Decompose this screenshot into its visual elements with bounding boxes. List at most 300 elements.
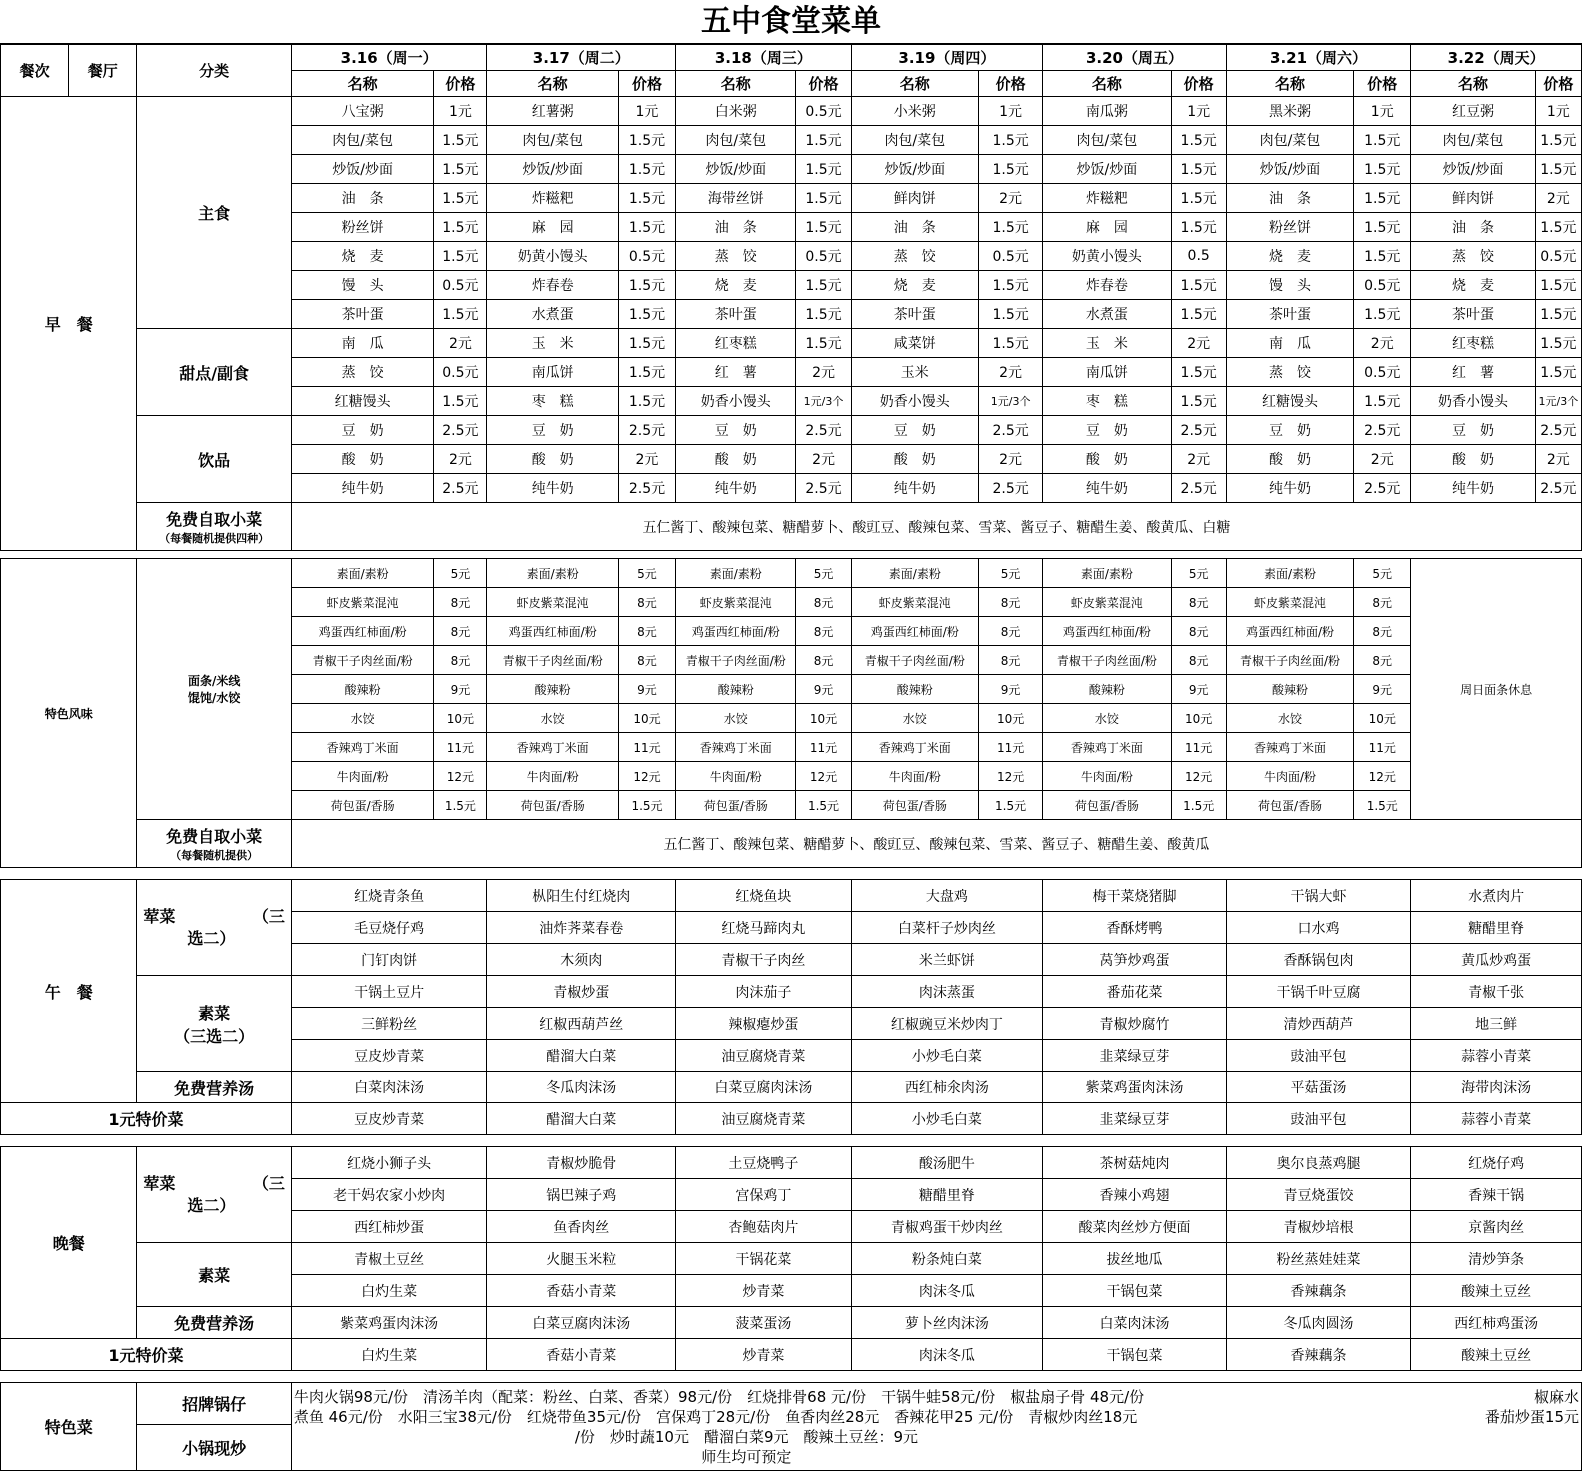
dish-name: 粉丝饼 [1226,213,1353,242]
dish-price: 1.5元 [1171,271,1226,300]
dish-name: 油 条 [291,184,433,213]
dish-name: 蒜蓉小青菜 [1411,1040,1582,1072]
dish-name: 青椒千张 [1411,976,1582,1008]
table-row [1,1243,1582,1275]
dish-name: 杏鲍菇肉片 [676,1211,852,1243]
category-drinks: 饮品 [137,416,291,503]
dish-name: 白菜豆腐肉沫汤 [487,1307,676,1339]
dish-price: 0.5元 [618,242,675,271]
dish-price: 2元 [796,358,851,387]
dish-price: 8元 [979,588,1043,617]
dish-price: 1.5元 [979,126,1043,155]
dish-name: 菠菜蛋汤 [676,1307,852,1339]
dish-name: 牛肉面/粉 [1043,762,1171,791]
dish-price: 1.5元 [1171,358,1226,387]
dish-name: 油 条 [1226,184,1353,213]
dish-name: 纯牛奶 [851,474,978,503]
dish-price: 1.5元 [1171,387,1226,416]
dish-name: 豆 奶 [676,416,796,445]
category-hotpot: 招牌锅仔 [137,1383,291,1425]
dish-price: 8元 [979,646,1043,675]
category-soup: 免费营养汤 [137,1307,291,1339]
spacer [1,868,1582,880]
dish-name: 鸡蛋西红柿面/粉 [291,617,433,646]
dish-name: 青豆烧蛋饺 [1226,1179,1411,1211]
dish-price: 2.5元 [434,474,487,503]
table-row [1,1383,1582,1425]
dish-name: 牛肉面/粉 [1226,762,1353,791]
feature-line: 牛肉火锅98元/份 清汤羊肉（配菜：粉丝、白菜、香菜）98元/份 红烧排骨68 元/份 干锅牛蛙58元/份 椒盐扇子骨 48元/份 [293,1387,1145,1406]
dish-name: 纯牛奶 [487,474,618,503]
dish-name: 虾皮紫菜混沌 [1043,588,1171,617]
dish-price: 1.5元 [796,300,851,329]
dish-name: 鸡蛋西红柿面/粉 [851,617,978,646]
dish-name: 香酥烤鸭 [1043,912,1227,944]
dish-name: 茶树菇炖肉 [1043,1147,1227,1179]
dish-price: 8元 [1171,617,1226,646]
dish-name: 老干妈农家小炒肉 [291,1179,487,1211]
dish-name: 白菜豆腐肉沫汤 [676,1072,852,1103]
dish-price: 11元 [434,733,487,762]
day-header: 3.16（周一） [291,45,487,71]
table-row [1,1307,1582,1339]
dish-price: 8元 [1354,646,1411,675]
dish-name: 烧 麦 [1226,242,1353,271]
dish-name: 酸 奶 [851,445,978,474]
dish-price: 1.5元 [434,213,487,242]
category-staple: 主食 [137,97,291,329]
dish-name: 青椒鸡蛋干炒肉丝 [851,1211,1043,1243]
dish-name: 荷包蛋/香肠 [1226,791,1353,820]
dish-name: 青椒炒培根 [1226,1211,1411,1243]
dish-price: 8元 [979,617,1043,646]
dish-name: 红薯粥 [487,97,618,126]
dish-name: 纯牛奶 [1411,474,1535,503]
dish-price: 1.5元 [434,300,487,329]
dish-name: 馒 头 [291,271,433,300]
free-sides-list: 五仁酱丁、酸辣包菜、糖醋萝卜、酸豇豆、酸辣包菜、雪菜、酱豆子、糖醋生姜、酸黄瓜、白糖 [291,503,1581,551]
dish-name: 蒜蓉小青菜 [1411,1103,1582,1135]
dish-name: 水饺 [487,704,618,733]
dish-name: 冬瓜肉沫汤 [487,1072,676,1103]
dish-price: 1元/3个 [796,387,851,416]
dish-name: 黄瓜炒鸡蛋 [1411,944,1582,976]
dish-price: 2.5元 [1535,474,1581,503]
category-veg: 素菜 [137,1243,291,1307]
dish-price: 11元 [796,733,851,762]
dish-name: 玉 米 [487,329,618,358]
dish-price: 5元 [1171,559,1226,588]
dish-name: 纯牛奶 [676,474,796,503]
page-title: 五中食堂菜单 [0,0,1582,44]
dish-name: 青椒干子肉丝面/粉 [1226,646,1353,675]
dish-name: 小炒毛白菜 [851,1040,1043,1072]
dish-price: 1.5元 [618,358,675,387]
dish-name: 水饺 [1226,704,1353,733]
dish-name: 酸 奶 [1043,445,1171,474]
header-hall: 餐厅 [69,45,137,97]
dish-name: 酸 奶 [1411,445,1535,474]
spacer [1,1371,1582,1383]
dish-price: 5元 [434,559,487,588]
dish-price: 2元 [796,445,851,474]
dish-name: 鲜肉饼 [851,184,978,213]
dish-name: 酸辣粉 [851,675,978,704]
dish-price: 10元 [979,704,1043,733]
dish-price: 10元 [618,704,675,733]
dish-name: 干锅千叶豆腐 [1226,976,1411,1008]
dish-name: 香辣鸡丁米面 [1226,733,1353,762]
dish-price: 1.5元 [796,184,851,213]
dish-price: 1.5元 [796,329,851,358]
dish-price: 0.5元 [434,271,487,300]
dish-name: 酸辣粉 [1226,675,1353,704]
header-price: 价格 [1535,71,1581,97]
dish-price: 0.5元 [1354,271,1411,300]
dish-name: 醋溜大白菜 [487,1103,676,1135]
dish-name: 白菜肉沫汤 [291,1072,487,1103]
dish-name: 土豆烧鸭子 [676,1147,852,1179]
header-name: 名称 [1226,71,1353,97]
dish-name: 南瓜饼 [487,358,618,387]
dish-price: 8元 [618,646,675,675]
dish-name: 粉丝饼 [291,213,433,242]
dish-name: 毛豆烧仔鸡 [291,912,487,944]
dish-price: 1.5元 [434,126,487,155]
dish-name: 红糖馒头 [291,387,433,416]
dish-price: 1.5元 [1354,300,1411,329]
dish-name: 素面/素粉 [291,559,433,588]
dish-price: 11元 [1354,733,1411,762]
dish-price: 1.5元 [796,791,851,820]
category-dessert: 甜点/副食 [137,329,291,416]
dish-name: 辣椒瘪炒蛋 [676,1008,852,1040]
dish-name: 青椒干子肉丝面/粉 [851,646,978,675]
dish-price: 1.5元 [1535,358,1581,387]
dish-name: 干锅大虾 [1226,880,1411,912]
dish-name: 白灼生菜 [291,1275,487,1307]
dish-price: 1元 [979,97,1043,126]
free-sides-title: 免费自取小菜 [166,827,263,846]
category-soup: 免费营养汤 [137,1072,291,1103]
dish-name: 奶香小馒头 [1411,387,1535,416]
dish-price: 8元 [434,646,487,675]
dish-name: 番茄花菜 [1043,976,1227,1008]
meal-lunch: 午 餐 [1,880,137,1103]
dish-name: 香辣小鸡翅 [1043,1179,1227,1211]
dish-name: 蒸 饺 [1226,358,1353,387]
dish-name: 油 条 [851,213,978,242]
dish-price: 1.5元 [796,155,851,184]
dish-name: 枣 糕 [487,387,618,416]
dish-price: 0.5元 [796,97,851,126]
header-price: 价格 [434,71,487,97]
dish-name: 青椒土豆丝 [291,1243,487,1275]
dish-name: 西红柿鸡蛋汤 [1411,1307,1582,1339]
dish-price: 2元 [1354,445,1411,474]
category-meat-title: 荤菜 [143,1173,176,1193]
feature-line: 椒麻水 [1533,1387,1579,1406]
free-sides-label [137,820,291,868]
category-meat-note: （三 [252,1173,285,1193]
dish-name: 水煮肉片 [1411,880,1582,912]
dish-price: 2元 [979,358,1043,387]
dish-name: 干锅包菜 [1043,1339,1227,1371]
dish-name: 八宝粥 [291,97,433,126]
dish-name: 麻 园 [1043,213,1171,242]
header-name: 名称 [1411,71,1535,97]
dish-name: 清炒笋条 [1411,1243,1582,1275]
dish-price: 8元 [618,617,675,646]
dish-price: 1元/3个 [1535,387,1581,416]
dish-price: 11元 [979,733,1043,762]
dish-name: 肉沫茄子 [676,976,852,1008]
dish-name: 糖醋里脊 [1411,912,1582,944]
dish-name: 肉包/菜包 [1043,126,1171,155]
dish-name: 小炒毛白菜 [851,1103,1043,1135]
dish-price: 12元 [1354,762,1411,791]
dish-name: 西红柿炒蛋 [291,1211,487,1243]
dish-name: 粉条炖白菜 [851,1243,1043,1275]
dish-name: 香辣鸡丁米面 [1043,733,1171,762]
dish-name: 冬瓜肉圆汤 [1226,1307,1411,1339]
dish-price: 9元 [1354,675,1411,704]
dish-name: 油炸荠菜春卷 [487,912,676,944]
category-stirfry: 小锅现炒 [137,1425,291,1471]
dish-price: 1.5元 [1171,126,1226,155]
dish-name: 荷包蛋/香肠 [851,791,978,820]
dish-name: 炒饭/炒面 [676,155,796,184]
dish-name: 鸡蛋西红柿面/粉 [676,617,796,646]
feature-line: 煮鱼 46元/份 水阳三宝38元/份 红烧带鱼35元/份 宫保鸡丁28元/份 鱼香肉丝28元 香辣花甲25 元/份 青椒炒肉丝18元 [293,1407,1138,1426]
dish-name: 蒸 饺 [291,358,433,387]
sunday-note: 周日面条休息 [1411,559,1582,820]
dish-name: 豆皮炒青菜 [291,1103,487,1135]
category-meat-note: （三 [252,906,285,926]
dish-name: 红烧青条鱼 [291,880,487,912]
dish-name: 莴笋炒鸡蛋 [1043,944,1227,976]
dish-name: 蒸 饺 [851,242,978,271]
dish-name: 青椒干子肉丝面/粉 [1043,646,1171,675]
dish-price: 8元 [434,588,487,617]
dish-name: 豆 奶 [1043,416,1171,445]
dish-name: 米兰虾饼 [851,944,1043,976]
dish-name: 红豆粥 [1411,97,1535,126]
dish-price: 1.5元 [979,300,1043,329]
dish-name: 枞阳生付红烧肉 [487,880,676,912]
dish-price: 1.5元 [979,271,1043,300]
dish-price: 0.5 [1171,242,1226,271]
dish-price: 2元 [434,329,487,358]
dish-name: 油 条 [676,213,796,242]
dish-name: 糖醋里脊 [851,1179,1043,1211]
dish-price: 1.5元 [1171,184,1226,213]
dish-name: 奥尔良蒸鸡腿 [1226,1147,1411,1179]
dish-name: 木须肉 [487,944,676,976]
dish-name: 粉丝蒸娃娃菜 [1226,1243,1411,1275]
dish-name: 酸辣土豆丝 [1411,1339,1582,1371]
dish-name: 茶叶蛋 [1226,300,1353,329]
dish-price: 2元 [979,445,1043,474]
dish-name: 炸春卷 [1043,271,1171,300]
dish-name: 炒青菜 [676,1275,852,1307]
dish-price: 2.5元 [796,474,851,503]
dish-price: 1元 [618,97,675,126]
dish-price: 1.5元 [1171,791,1226,820]
dish-price: 1元 [1535,97,1581,126]
dish-name: 荷包蛋/香肠 [487,791,618,820]
dish-name: 奶黄小馒头 [1043,242,1171,271]
dish-name: 肉包/菜包 [851,126,978,155]
dish-name: 茶叶蛋 [851,300,978,329]
dish-name: 肉沫蒸蛋 [851,976,1043,1008]
dish-name: 红烧仔鸡 [1411,1147,1582,1179]
dish-price: 1.5元 [618,387,675,416]
dish-price: 1.5元 [1171,300,1226,329]
dish-name: 炒饭/炒面 [1043,155,1171,184]
dish-name: 平菇蛋汤 [1226,1072,1411,1103]
free-sides-list: 五仁酱丁、酸辣包菜、糖醋萝卜、酸豇豆、酸辣包菜、雪菜、酱豆子、糖醋生姜、酸黄瓜 [291,820,1581,868]
dish-name: 黑米粥 [1226,97,1353,126]
dish-price: 9元 [434,675,487,704]
dish-price: 1.5元 [1171,155,1226,184]
dish-name: 宫保鸡丁 [676,1179,852,1211]
dish-name: 红枣糕 [1411,329,1535,358]
dish-name: 红烧小狮子头 [291,1147,487,1179]
dish-name: 牛肉面/粉 [676,762,796,791]
dish-price: 1元 [1354,97,1411,126]
table-row [1,1371,1582,1383]
dish-price: 1.5元 [1535,155,1581,184]
dish-price: 1.5元 [434,791,487,820]
day-header: 3.22（周天） [1411,45,1582,71]
dish-name: 水煮蛋 [487,300,618,329]
dish-price: 1.5元 [618,213,675,242]
dish-name: 白灼生菜 [291,1339,487,1371]
dish-name: 水煮蛋 [1043,300,1171,329]
dish-name: 鱼香肉丝 [487,1211,676,1243]
dish-name: 肉包/菜包 [1411,126,1535,155]
dish-name: 鸡蛋西红柿面/粉 [487,617,618,646]
dish-name: 烧 麦 [676,271,796,300]
dish-price: 1.5元 [979,213,1043,242]
dish-price: 10元 [434,704,487,733]
category-meat-note: 选二） [187,928,236,948]
dish-price: 0.5元 [796,242,851,271]
dish-name: 素面/素粉 [1043,559,1171,588]
feature-line: 番茄炒蛋15元 [1484,1407,1579,1426]
dish-name: 南 瓜 [1226,329,1353,358]
dish-name: 南 瓜 [291,329,433,358]
table-row [1,1147,1582,1179]
dish-name: 锅巴辣子鸡 [487,1179,676,1211]
dish-price: 1.5元 [434,387,487,416]
dish-name: 鸡蛋西红柿面/粉 [1043,617,1171,646]
dish-price: 1.5元 [618,791,675,820]
dish-name: 炒饭/炒面 [1411,155,1535,184]
dish-name: 干锅花菜 [676,1243,852,1275]
dish-name: 豉油平包 [1226,1040,1411,1072]
dish-price: 1.5元 [618,300,675,329]
dish-name: 香辣干锅 [1411,1179,1582,1211]
dish-name: 炒青菜 [676,1339,852,1371]
table-row [1,880,1582,912]
dish-price: 8元 [1171,646,1226,675]
dish-name: 口水鸡 [1226,912,1411,944]
dish-price: 1.5元 [1535,271,1581,300]
dish-name: 青椒干子肉丝面/粉 [291,646,433,675]
dish-price: 1.5元 [1535,300,1581,329]
dish-name: 酸辣粉 [487,675,618,704]
dish-name: 烧 麦 [1411,271,1535,300]
free-sides-note: （每餐随机提供四种） [159,532,270,545]
dish-name: 红 薯 [676,358,796,387]
table-row [1,1103,1582,1135]
dish-price: 11元 [1171,733,1226,762]
table-row [1,868,1582,880]
table-row [1,1339,1582,1371]
header-name: 名称 [487,71,618,97]
dish-name: 香辣鸡丁米面 [487,733,618,762]
meal-special: 特色风味 [1,559,137,868]
dish-name: 南瓜饼 [1043,358,1171,387]
dish-price: 12元 [434,762,487,791]
dish-name: 炸春卷 [487,271,618,300]
dish-price: 10元 [796,704,851,733]
table-row [1,329,1582,358]
dish-price: 11元 [618,733,675,762]
dish-name: 素面/素粉 [1226,559,1353,588]
dish-name: 红枣糕 [676,329,796,358]
day-header: 3.19（周四） [851,45,1043,71]
day-header: 3.18（周三） [676,45,852,71]
dish-name: 香辣藕条 [1226,1339,1411,1371]
dish-name: 炒饭/炒面 [291,155,433,184]
dish-price: 1.5元 [434,242,487,271]
dish-price: 0.5元 [434,358,487,387]
dish-price: 8元 [1354,588,1411,617]
dish-price: 1.5元 [1535,213,1581,242]
dish-price: 8元 [796,617,851,646]
dish-name: 玉米 [851,358,978,387]
dish-price: 0.5元 [1354,358,1411,387]
dish-name: 白米粥 [676,97,796,126]
dish-price: 5元 [618,559,675,588]
dish-name: 茶叶蛋 [1411,300,1535,329]
dish-price: 2.5元 [1535,416,1581,445]
dish-name: 紫菜鸡蛋肉沫汤 [291,1307,487,1339]
dish-price: 2元 [1171,329,1226,358]
table-row [1,45,1582,71]
dish-name: 豆 奶 [291,416,433,445]
dish-price: 9元 [979,675,1043,704]
dish-name: 白菜杆子炒肉丝 [851,912,1043,944]
dish-name: 酸辣粉 [1043,675,1171,704]
dish-name: 咸菜饼 [851,329,978,358]
dish-name: 清炒西葫芦 [1226,1008,1411,1040]
dish-price: 1.5元 [618,126,675,155]
dish-name: 西红柿氽肉汤 [851,1072,1043,1103]
dish-price: 1.5元 [979,155,1043,184]
dish-price: 1.5元 [979,329,1043,358]
dish-name: 酸辣粉 [291,675,433,704]
dish-name: 麻 园 [487,213,618,242]
dish-price: 10元 [1354,704,1411,733]
header-name: 名称 [1043,71,1171,97]
dish-price: 1.5元 [1354,184,1411,213]
dish-price: 2.5元 [1354,416,1411,445]
dish-price: 2元 [1171,445,1226,474]
